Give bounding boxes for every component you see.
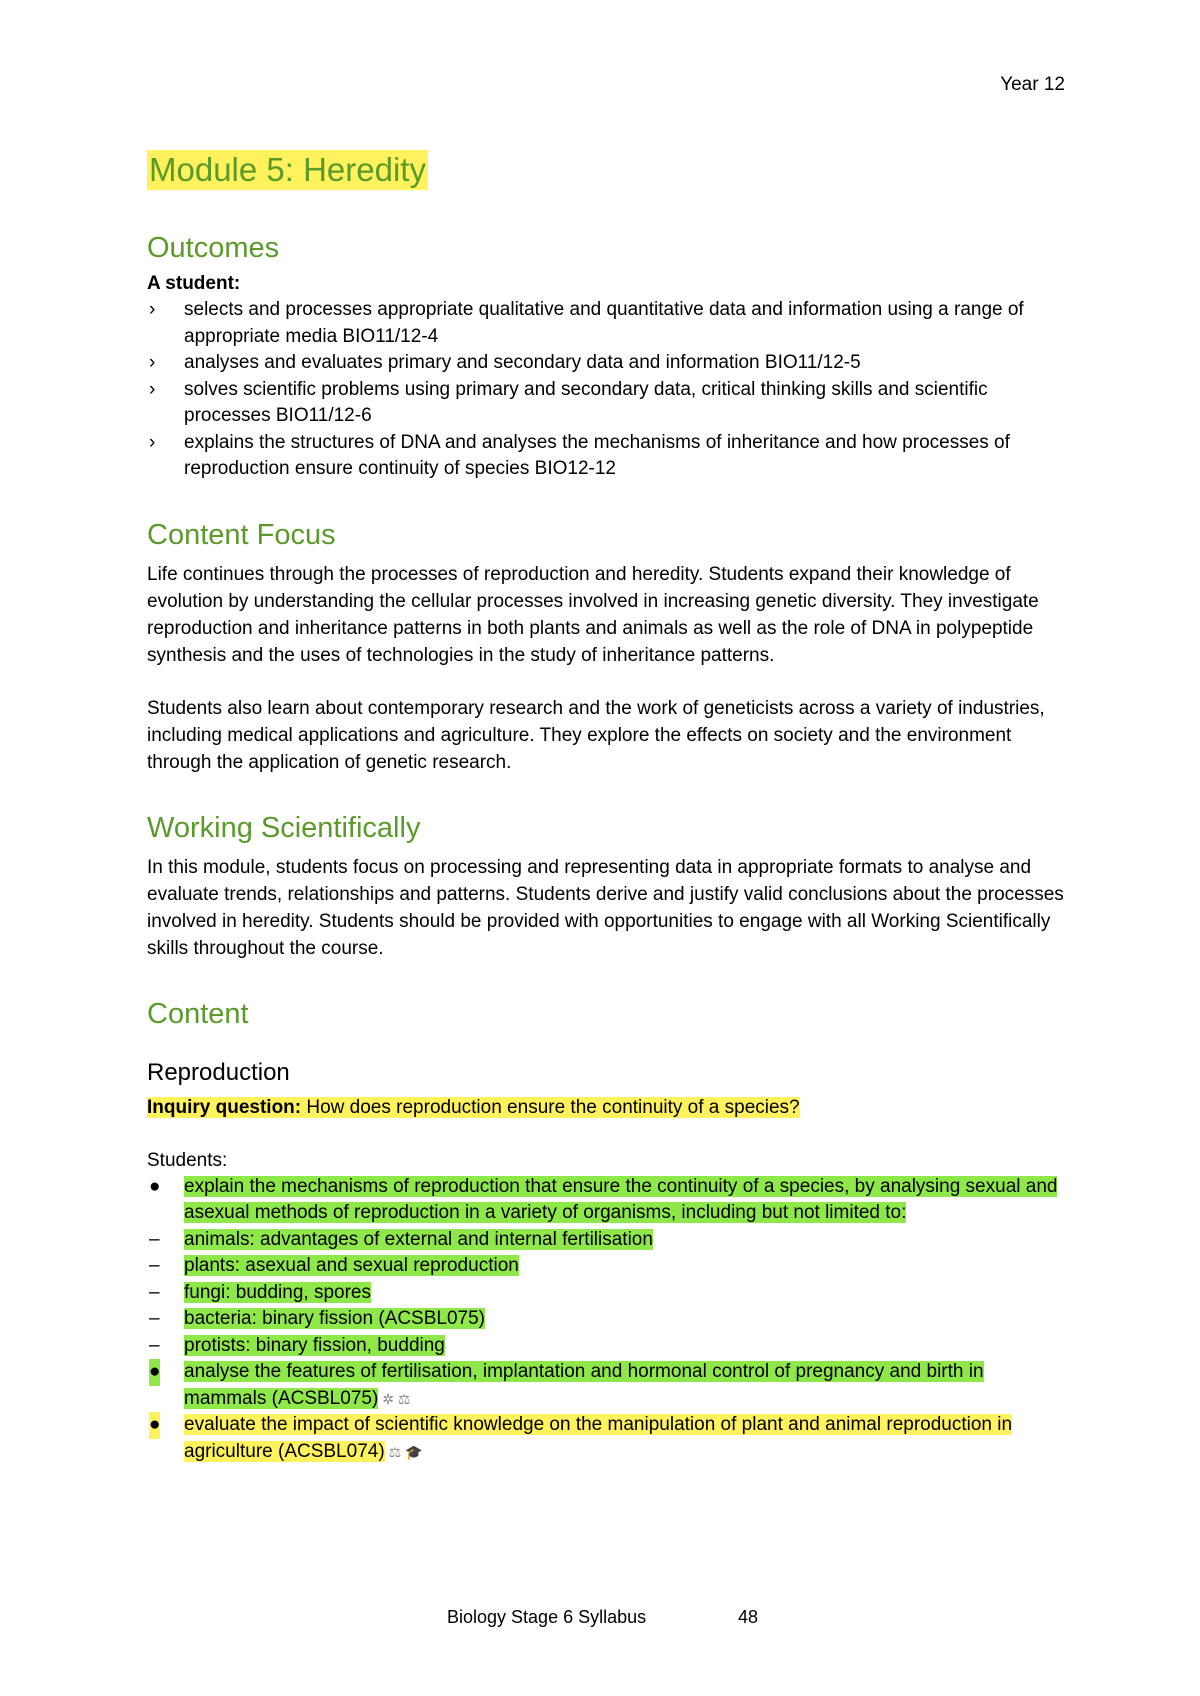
content-section — [147, 996, 1067, 1466]
sub-list-item — [147, 1306, 1067, 1333]
dash-marker: – — [149, 1281, 160, 1303]
outcomes-heading: Outcomes — [147, 232, 280, 264]
sub-list-item — [147, 1227, 1067, 1254]
working-scientifically-heading: Working Scientifically — [147, 811, 421, 844]
working-scientifically-section — [147, 810, 1067, 962]
dash-marker: – — [149, 1228, 160, 1250]
inquiry-question — [147, 1094, 1067, 1121]
content-focus-heading: Content Focus — [147, 518, 336, 551]
outcomes-intro: A student: — [147, 273, 241, 294]
outcome-text: explains the structures of DNA and analyses the mechanisms of inheritance and how processes of reproduction ensure continuity of species BIO12-12 — [184, 431, 1010, 479]
students-label: Students: — [147, 1149, 228, 1171]
outcome-text: analyses and evaluates primary and secondary data and information BIO11/12-5 — [184, 352, 861, 373]
sub-list-item — [147, 1253, 1067, 1280]
point-text: analyse the features of fertilisation, implantation and hormonal control of pregnancy and birth in mammals (ACSBL075) — [184, 1361, 984, 1409]
sub-list — [149, 1227, 1067, 1360]
students-list — [147, 1174, 1067, 1466]
outcome-text: solves scientific problems using primary and secondary data, critical thinking skills and scientific processes BIO11/12-6 — [184, 378, 988, 426]
chevron-marker: › — [149, 378, 156, 400]
content-heading: Content — [147, 997, 249, 1030]
outcomes-section — [147, 230, 1067, 483]
point-text: evaluate the impact of scientific knowledge on the manipulation of plant and animal reproduction in agriculture (ACSBL074) — [184, 1414, 1013, 1462]
chevron-marker: › — [149, 431, 156, 453]
chevron-marker: › — [149, 299, 156, 320]
point-text: explain the mechanisms of reproduction that ensure the continuity of a species, by analysing sexual and asexual methods of reproduction in a variety of organisms, including but not limited to: — [184, 1175, 1058, 1223]
dash-marker: – — [149, 1308, 160, 1329]
list-item — [147, 297, 1067, 350]
sub-item-text: animals: advantages of external and internal fertilisation — [184, 1228, 653, 1250]
bullet-marker: ● — [149, 1175, 161, 1197]
module-title: Module 5: Heredity — [149, 151, 426, 188]
sub-list-item — [147, 1333, 1067, 1360]
bullet-marker: ● — [149, 1412, 160, 1439]
list-item — [147, 430, 1067, 483]
dash-marker: – — [149, 1334, 160, 1356]
reproduction-subheading: Reproduction — [147, 1058, 290, 1086]
list-item — [147, 1359, 1067, 1412]
bullet-marker: ● — [149, 1359, 160, 1386]
list-item — [147, 350, 1067, 377]
dash-marker: – — [149, 1255, 160, 1276]
sub-item-text: protists: binary fission, budding — [184, 1334, 445, 1356]
list-item — [147, 1174, 1067, 1360]
skill-icons: ⚖ 🎓 — [388, 1443, 423, 1460]
outcome-text: selects and processes appropriate qualitative and quantitative data and information using a range of appropriate media BIO11/12-4 — [184, 299, 1024, 347]
list-item — [147, 377, 1067, 430]
footer-title: Biology Stage 6 Syllabus — [447, 1607, 647, 1627]
sub-item-text: bacteria: binary fission (ACSBL075) — [184, 1308, 485, 1329]
chevron-marker: › — [149, 352, 156, 373]
skill-icons: ✲ ⚖ — [382, 1390, 411, 1407]
sub-item-text: fungi: budding, spores — [184, 1281, 371, 1303]
content-focus-paragraph-1: Life continues through the processes of reproduction and heredity. Students expand their knowledge of evolution by understanding the cellular processes involved in increasing genetic diversity. They investigate reproduction and inheritance patterns in both plants and animals as well as the role of DNA in polypeptide synthesis and the uses of technologies in the study of inheritance patterns. — [147, 563, 1039, 666]
sub-item-text: plants: asexual and sexual reproduction — [184, 1255, 519, 1276]
header-year: Year 12 — [1000, 74, 1065, 95]
working-scientifically-paragraph: In this module, students focus on processing and representing data in appropriate formats to analyse and evaluate trends, relationships and patterns. Students derive and justify valid conclusions about the processes involved in heredity. Students should be provided with opportunities to engage with all Working Scientifically skills throughout the course. — [147, 856, 1064, 959]
list-item — [147, 1412, 1067, 1465]
content-focus-paragraph-2: Students also learn about contemporary research and the work of geneticists across a variety of industries, including medical applications and agriculture. They explore the effects on society and the environment through the application of genetic research. — [147, 697, 1045, 773]
inquiry-label: Inquiry question: — [147, 1096, 302, 1118]
content-focus-section — [147, 517, 1067, 776]
sub-list-item — [147, 1280, 1067, 1307]
outcomes-list — [147, 297, 1067, 483]
page-content — [147, 150, 1067, 1465]
page-number: 48 — [738, 1607, 759, 1627]
inquiry-text: How does reproduction ensure the continuity of a species? — [301, 1096, 800, 1118]
